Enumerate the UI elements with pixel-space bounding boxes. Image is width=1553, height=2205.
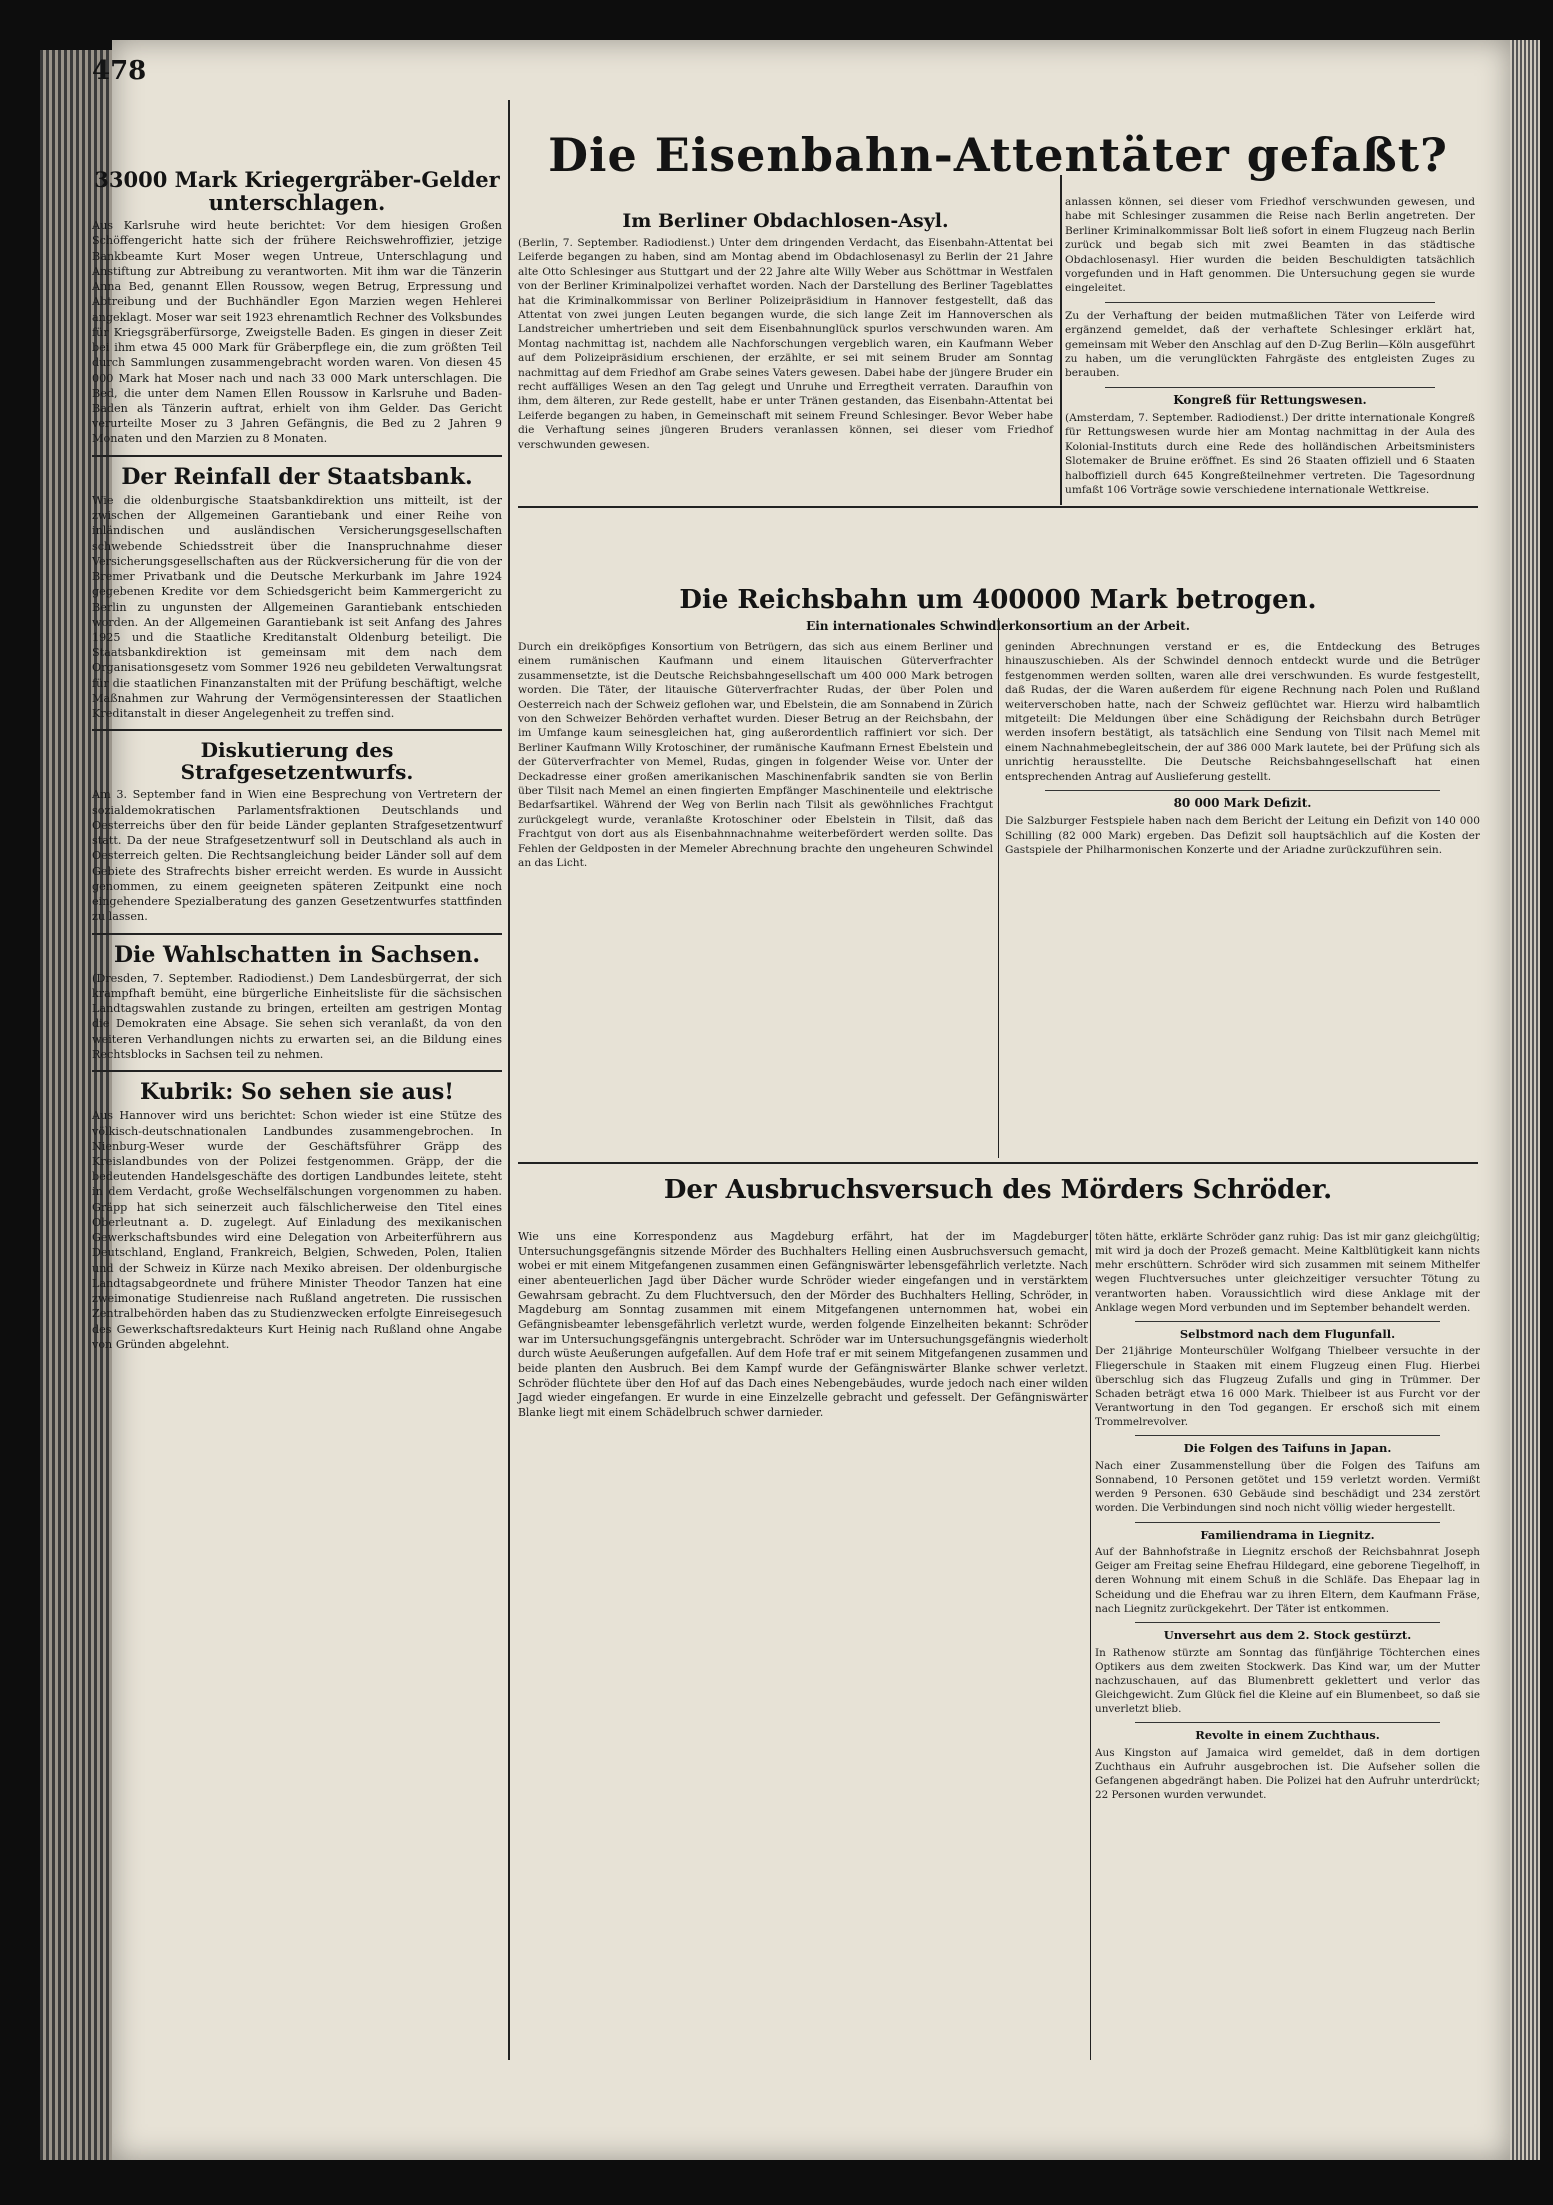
divider	[1135, 1435, 1440, 1436]
divider	[92, 729, 502, 731]
page-number: 478	[92, 56, 147, 86]
article-schroeder-right: töten hätte, erklärte Schröder ganz ruhig: Das ist mir ganz gleichgültig; mit wird ja doch der Prozeß gemacht. Meine Kaltblütigkeit kann nichts mehr erschüttern. Schröder wird sich zusammen mit seinem Mithelfer wegen Fluchtversuches unter gleichzeitiger versuchter Tötung zu verantworten haben. Voraussichtlich wird diese Anklage mit der Anklage wegen Mord verbunden und im September behandelt werden.	[1095, 1231, 1480, 1314]
subheadline-reichsbahn: Ein internationales Schwindlerkonsortium an der Arbeit.	[806, 618, 1190, 633]
reichsbahn-left	[518, 640, 993, 871]
headline-reichsbahn: Die Reichsbahn um 400000 Mark betrogen.	[679, 585, 1317, 615]
article-kubrik: Aus Hannover wird uns berichtet: Schon wieder ist eine Stütze des völkisch-deutschnationalen Landbundes zusammengebrochen. In Nienburg-Weser wurde der Geschäftsführer Gräpp des Kreislandbundes von der Polizei festgenommen. Gräpp, der die bedeutenden Handelsgeschäfte des dortigen Landbundes leitete, steht in dem Verdacht, große Wechselfälschungen vorgenommen zu haben. Gräpp hat sich seinerzeit auch fälschlicherweise den Titel eines Oberleutnant a. D. zugelegt. Auf Einladung des mexikanischen Gewerkschaftsbundes wird eine Delegation von Arbeiterführern aus Deutschland, England, Frankreich, Belgien, Schweden, Polen, Italien und der Schweiz in Kürze nach Mexiko abreisen. Der oldenburgische Landtagsabgeordnete und frühere Minister Theodor Tanzen hat eine zweimonatige Studienreise nach Rußland angetreten. Die russischen Zentralbehörden haben das zu Studienzwecken erfolgte Einreisegesuch des Gewerkschaftsredakteurs Kurt Heinig nach Rußland ohne Angabe von Gründen abgelehnt.	[92, 1109, 502, 1351]
headline-kongress: Kongreß für Rettungswesen.	[1173, 392, 1367, 407]
article-sturz: In Rathenow stürzte am Sonntag das fünfjährige Töchterchen eines Optikers aus dem zweiten Stockwerk. Das Kind war, um der Mutter nachzuschauen, auf das Blumenbrett geklettert und verlor das Gleichgewicht. Zum Glück fiel die Kleine auf ein Blumenbeet, so daß sie unverletzt blieb.	[1095, 1646, 1480, 1716]
schroeder-header	[518, 1170, 1478, 1209]
headline-schroeder: Der Ausbruchsversuch des Mörders Schröder.	[663, 1175, 1333, 1205]
divider	[1135, 1622, 1440, 1623]
article-familiendrama: Auf der Bahnhofstraße in Liegnitz erschoß der Reichsbahnrat Joseph Geiger am Freitag seine Ehefrau Hildegard, eine geborene Tiegelhoff, in deren Wohnung mit einem Schuß in die Schläfe. Das Ehepaar lag in Scheidung und die Ehefrau war zu ihren Eltern, dem Kaufmann Fräse, nach Liegnitz zurückgekehrt. Der Täter ist entkommen.	[1095, 1546, 1480, 1615]
article-reichsbahn-right: geninden Abrechnungen verstand er es, die Entdeckung des Betruges hinauszuschieben. Als der Schwindel dennoch entdeckt wurde und die Betrüger festgenommen werden sollten, waren alle drei verschwunden. Es wurde festgestellt, daß Rudas, der die Waren außerdem für eigene Rechnung nach Polen und Rußland weiterverschoben hatte, nach der Schweiz geflüchtet war. Hierzu wird halbamtlich mitgeteilt: Die Meldungen über eine Schädigung der Reichsbahn durch Betrüger werden insofern bestätigt, als tatsächlich eine Sendung von Tilsit nach Memel mit einem Nachnahmebegleitschein, der auf 386 000 Mark lautete, bei der Prüfung sich als unrichtig herausstellte. Die Deutsche Reichsbahngesellschaft hat einen entsprechenden Antrag auf Auslieferung gestellt.	[1005, 641, 1480, 783]
article-defizit: Die Salzburger Festspiele haben nach dem Bericht der Leitung ein Defizit von 140 000 Schilling (82 000 Mark) ergeben. Das Defizit soll hauptsächlich auf die Kosten der Gastspiele der Philharmonischen Konzerte und der Ariadne zurückzuführen sein.	[1005, 815, 1480, 857]
column-left	[92, 160, 502, 1352]
headline-defizit: 80 000 Mark Defizit.	[1173, 796, 1312, 811]
headline-kubrik: Kubrik: So sehen sie aus!	[140, 1079, 454, 1106]
article-kriegergraeber: Aus Karlsruhe wird heute berichtet: Vor dem hiesigen Großen Schöffengericht hatte sich der frühere Reichswehroffizier, jetzige Bankbeamte Kurt Moser wegen Untreue, Unterschlagung und Anstiftung zur Abtreibung zu verantworten. Mit ihm war die Tänzerin Anna Bed, genannt Ellen Roussow, wegen Betrug, Erpressung und Abtreibung und der Buchhändler Egon Marzien wegen Hehlerei angeklagt. Moser war seit 1923 ehrenamtlich Rechner des Volksbundes für Kriegsgräberfürsorge, Zweigstelle Baden. Es gingen in dieser Zeit bei ihm etwa 45 000 Mark für Gräberpflege ein, die zum größten Teil durch Sammlungen zusammengebracht worden waren. Von diesen 45 000 Mark hat Moser nach und nach 33 000 Mark unterschlagen. Die Bed, die unter dem Namen Ellen Roussow in Karlsruhe und Baden-Baden als Tänzerin auftrat, erhielt von ihm Gelder. Das Gericht verurteilte Moser zu 3 Jahren Gefängnis, die Bed zu 2 Jahren 9 Monaten und den Marzien zu 8 Monaten.	[92, 219, 502, 446]
divider	[1135, 1321, 1440, 1322]
headline-kriegergraeber: 33000 Mark Kriegergräber-Gelder unterschlagen.	[94, 167, 500, 216]
article-staatsbank: Wie die oldenburgische Staatsbankdirektion uns mitteilt, ist der zwischen der Allgemeinen Garantiebank und einer Reihe von inländischen und ausländischen Versicherungsgesellschaften schwebende Schiedsstreit über die Inanspruchnahme dieser Versicherungsgesellschaften aus der Rückversicherung für die von der Bremer Privatbank und die Deutsche Merkurbank im Jahre 1924 gegebenen Kredite vor dem Schiedsgericht beim Kammergericht zu Berlin zu ungunsten der Allgemeinen Garantiebank entschieden worden. An der Allgemeinen Garantiebank ist seit Anfang des Jahres 1925 und die Staatliche Kreditanstalt Oldenburg beteiligt. Die Staatsbankdirektion ist gemeinsam mit dem nach dem Organisationsgesetz vom Sommer 1926 neu gebildeten Verwaltungsrat für die staatlichen Finanzanstalten mit der Prüfung beschäftigt, welche Maßnahmen zur Wahrung der Vermögensinteressen der Staatlichen Kreditanstalt in dieser Angelegenheit zu treffen sind.	[92, 493, 502, 721]
headline-sturz: Unversehrt aus dem 2. Stock gestürzt.	[1163, 1627, 1412, 1642]
banner-headline: Die Eisenbahn-Attentäter gefaßt?	[548, 128, 1448, 182]
article-verhaftung: Zu der Verhaftung der beiden mutmaßlichen Täter von Leiferde wird ergänzend gemeldet, daß der verhaftete Schlesinger erklärt hat, gemeinsam mit Weber den Anschlag auf den D-Zug Berlin—Köln ausgeführt zu haben, um die verunglückten Fahrgäste des entgleisten Zuges zu berauben.	[1065, 309, 1475, 380]
headline-familiendrama: Familiendrama in Liegnitz.	[1200, 1527, 1375, 1542]
divider	[1105, 387, 1435, 388]
column-rule	[508, 100, 510, 2060]
divider	[1105, 302, 1435, 303]
schroeder-left	[518, 1230, 1088, 1421]
page-stack-edge	[1510, 40, 1540, 2160]
article-obdachlosen: (Berlin, 7. September. Radiodienst.) Unter dem dringenden Verdacht, das Eisenbahn-Attentat bei Leiferde begangen zu haben, sind am Montag abend im Obdachlosenasyl zu Berlin der 21 Jahre alte Otto Schlesinger aus Stuttgart und der 22 Jahre alte Willy Weber aus Schöttmar in Westfalen von der Berliner Kriminalpolizei verhaftet worden. Nach der Darstellung des Berliner Tageblattes hat die Kriminalkommissar von Berliner Polizeipräsidium in Hannover festgestellt, daß das Attentat von zwei jungen Leuten begangen wurde, die sich lange Zeit im Hannoverschen als Landstreicher umhertrieben und seit dem Eisenbahnunglück spurlos verschwunden waren. Am Montag nachmittag ist, nachdem alle Nachforschungen vergeblich waren, ein Kaufmann Weber auf dem Polizeipräsidium erschienen, der erzählte, er sei mit seinem Bruder am Sonntag nachmittag auf dem Friedhof am Grabe seines Vaters gewesen. Dabei habe der jüngere Bruder ein recht auffälliges Wesen an den Tag gelegt und Unruhe und Erregtheit verraten. Daraufhin von ihm, dem älteren, zur Rede gestellt, habe er unter Tränen gestanden, das Eisenbahn-Attentat bei Leiferde begangen zu haben, in Gemeinschaft mit seinem Freund Schlesinger. Bevor Weber habe die Verhaftung seines jüngeren Bruders veranlassen können, sei dieser vom Friedhof verschwunden gewesen.	[518, 236, 1053, 451]
headline-strafgesetz: Diskutierung des Strafgesetzentwurfs.	[180, 738, 414, 785]
column-middle	[518, 205, 1053, 452]
divider	[1135, 1522, 1440, 1523]
column-rule	[1060, 175, 1062, 505]
divider	[92, 455, 502, 457]
section-rule	[518, 506, 1478, 508]
article-flugunfall: Der 21jährige Monteurschüler Wolfgang Thielbeer versuchte in der Fliegerschule in Staaken mit einem Flugzeug einen Flug. Hierbei überschlug sich das Flugzeug Zufalls und ging in Trümmer. Der Schaden beträgt etwa 16 000 Mark. Thielbeer ist aus Furcht vor der Verantwortung in den Tod gegangen. Er erschoß sich mit einem Trommelrevolver.	[1095, 1345, 1480, 1429]
headline-wahlschatten: Die Wahlschatten in Sachsen.	[113, 941, 481, 968]
article-revolte: Aus Kingston auf Jamaica wird gemeldet, daß in dem dortigen Zuchthaus ein Aufruhr ausgebrochen ist. Die Aufseher sollen die Gefangenen abgedrängt haben. Die Polizei hat den Aufruhr unterdrückt; 22 Personen wurden verwundet.	[1095, 1746, 1480, 1802]
headline-taifun: Die Folgen des Taifuns in Japan.	[1183, 1441, 1392, 1456]
article-wahlschatten: (Dresden, 7. September. Radiodienst.) Dem Landesbürgerrat, der sich krampfhaft bemüht, eine bürgerliche Einheitsliste für die sächsischen Landtagswahlen zustande zu bringen, erteilten am gestrigen Montag die Demokraten eine Absage. Sie sehen sich veranlaßt, da von den weiteren Verhandlungen nichts zu erwarten sei, an die Bildung eines Rechtsblocks in Sachsen teil zu nehmen.	[92, 971, 502, 1061]
headline-revolte: Revolte in einem Zuchthaus.	[1195, 1728, 1380, 1743]
headline-obdachlosen: Im Berliner Obdachlosen-Asyl.	[622, 210, 949, 232]
article-schroeder-left: Wie uns eine Korrespondenz aus Magdeburg erfährt, hat der im Magdeburger Untersuchungsgefängnis sitzende Mörder des Buchhalters Helling einen Ausbruchsversuch gemacht, wobei er mit einem Mitgefangenen zusammen einen Gefängniswärter lebensgefährlich verletzte. Nach einer abenteuerlichen Jagd über Dächer wurde Schröder wieder eingefangen und in verstärktem Gewahrsam gebracht. Zu dem Fluchtversuch, den der Mörder des Buchhalters Helling, Schröder, in Magdeburg am Sonntag zusammen mit einem Mitgefangenen unternommen hat, wobei ein Gefängnisbeamter lebensgefährlich verletzt wurde, werden folgende Einzelheiten bekannt: Schröder war im Untersuchungsgefängnis untergebracht. Schröder war im Untersuchungsgefängnis wiederholt durch wüste Aeußerungen aufgefallen. Auf dem Hofe traf er mit seinem Mitgefangenen zusammen und beide planten den Ausbruch. Bei dem Kampf wurde der Gefängniswärter Blanke schwer verletzt. Schröder flüchtete über den Hof auf das Dach eines Nebengebäudes, wurde jedoch nach einer wilden Jagd wieder eingefangen. Er wurde in eine Einzelzelle gebracht und gefesselt. Der Gefängniswärter Blanke liegt mit einem Schädelbruch schwer darnieder.	[518, 1230, 1088, 1420]
article-taifun: Nach einer Zusammenstellung über die Folgen des Taifuns am Sonnabend, 10 Personen getötet und 159 verletzt worden. Vermißt werden 9 Personen. 630 Gebäude sind beschädigt und 234 zerstört worden. Die Verbindungen sind noch nicht völlig wieder hergestellt.	[1095, 1459, 1480, 1515]
column-rule	[1090, 1230, 1091, 2060]
divider	[1045, 790, 1440, 791]
column-right	[1065, 195, 1475, 498]
column-rule	[998, 618, 999, 1158]
banner-block	[518, 130, 1478, 181]
section-rule	[518, 1162, 1478, 1164]
reichsbahn-header	[518, 580, 1478, 639]
article-continuation: anlassen können, sei dieser vom Friedhof verschwunden gewesen, und habe mit Schlesinger zusammen die Reise nach Berlin angetreten. Der Berliner Kriminalkommissar Bolt ließ sofort in einem Flugzeug nach Berlin zurück und begab sich mit zwei Beamten in das städtische Obdachlosenasyl. Hier wurden die beiden Beschuldigten tatsächlich vorgefunden und in Haft genommen. Die Untersuchung gegen sie wurde eingeleitet.	[1065, 196, 1475, 295]
divider	[92, 1070, 502, 1072]
headline-staatsbank: Der Reinfall der Staatsbank.	[121, 463, 473, 490]
article-kongress: (Amsterdam, 7. September. Radiodienst.) Der dritte internationale Kongreß für Rettungswesen wurde hier am Montag nachmittag in der Aula des Kolonial-Instituts durch eine Rede des holländischen Arbeitsministers Slotemaker de Bruine eröffnet. Es sind 26 Staaten offiziell und 6 Staaten halboffiziell durch 645 Kongreßteilnehmer vertreten. Die Tagesordnung umfaßt 106 Vorträge sowie verschiedene internationale Wettkreise.	[1065, 412, 1475, 497]
schroeder-right	[1095, 1230, 1480, 1802]
headline-flugunfall: Selbstmord nach dem Flugunfall.	[1179, 1326, 1396, 1341]
article-strafgesetz: Am 3. September fand in Wien eine Besprechung von Vertretern der sozialdemokratischen Parlamentsfraktionen Deutschlands und Oesterreichs über den für beide Länder geplanten Strafgesetzentwurf statt. Da der neue Strafgesetzentwurf soll in Deutschland als auch in Oesterreich gelten. Die Rechtsangleichung beider Länder soll auf dem Gebiete des Strafrechts bisher erreicht werden. Es wurde in Aussicht genommen, zu einem geeigneten späteren Zeitpunkt eine noch eingehendere Spezialberatung des ganzen Gesetzentwurfes stattfinden zu lassen.	[92, 788, 502, 924]
divider	[92, 933, 502, 935]
reichsbahn-right	[1005, 640, 1480, 857]
article-reichsbahn-left: Durch ein dreiköpfiges Konsortium von Betrügern, das sich aus einem Berliner und einem rumänischen Kaufmann und einem litauischen Güterverfrachter zusammensetzte, ist die Deutsche Reichsbahngesellschaft um 400 000 Mark betrogen worden. Die Täter, der litauische Güterverfrachter Rudas, der über Polen und Oesterreich nach der Schweiz geflohen war, und Ebelstein, die am Sonnabend in Zürich von den Schweizer Behörden verhaftet wurden. Dieser Betrug an der Reichsbahn, der im Umfange kaum seinesgleichen hat, ging außerordentlich raffiniert vor sich. Der Berliner Kaufmann Willy Krotoschiner, der rumänische Kaufmann Ernest Ebelstein und der Güterverfrachter von Memel, Rudas, gingen in folgender Weise vor. Unter der Deckadresse einer großen amerikanischen Maschinenfabrik sandten sie von Berlin über Tilsit nach Memel an einen fingierten Empfänger Maschinenteile und elektrische Bedarfsartikel. Während der Weg von Berlin nach Tilsit als gewöhnliches Frachtgut zurückgelegt wurde, veranlaßte Krotoschiner oder Ebelstein in Tilsit, daß das Frachtgut von dort aus als Eisenbahnnachnahme weiterbefördert werden sollte. Das Fehlen der Geldposten in der Memeler Abrechnung brachte den ungeheuren Schwindel an das Licht.	[518, 641, 993, 870]
divider	[1135, 1722, 1440, 1723]
